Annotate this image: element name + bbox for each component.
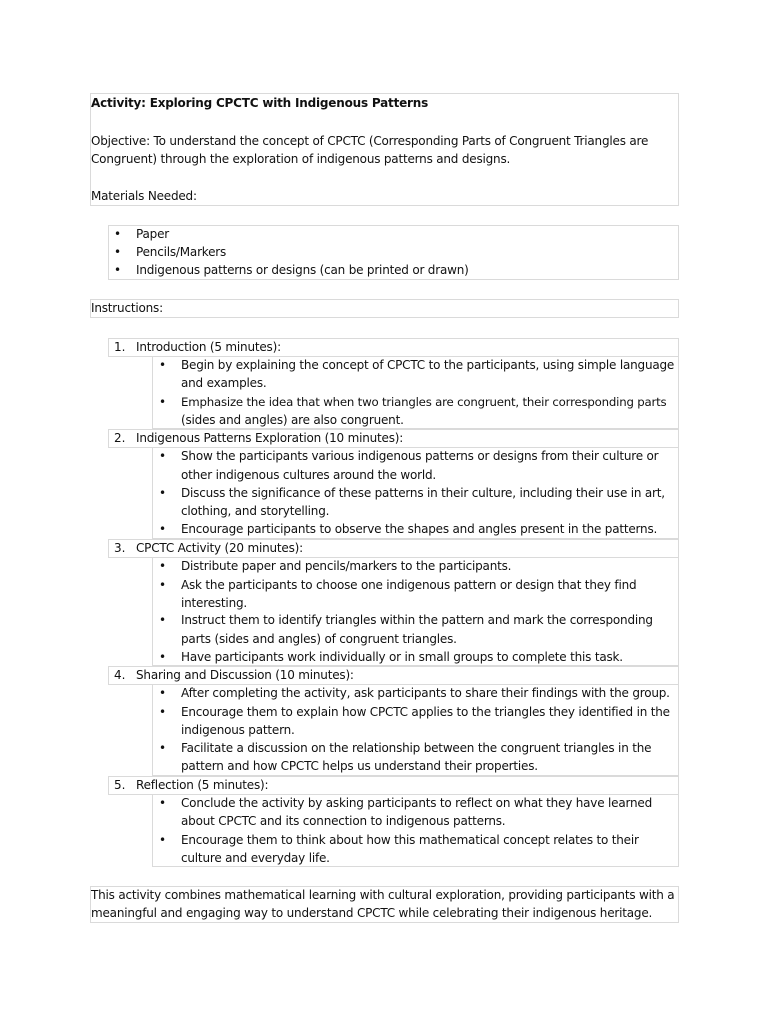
step-number: 2. <box>114 431 126 445</box>
bullet-icon: • <box>159 650 167 664</box>
bullet-icon: • <box>114 245 122 259</box>
bullet-icon: • <box>159 449 167 463</box>
objective-line-1: Objective: To understand the concept of CPCTC (Corresponding Parts of Congruent Triangles are <box>91 134 649 148</box>
step-bullet-line: After completing the activity, ask participants to share their findings with the group. <box>181 686 670 700</box>
step-bullet-line: Ask the participants to choose one indigenous pattern or design that they find <box>181 578 637 592</box>
step-bullet-line: and examples. <box>181 376 267 390</box>
step-bullet-line: interesting. <box>181 596 248 610</box>
step-bullet-line: Distribute paper and pencils/markers to the participants. <box>181 559 512 573</box>
step-number: 1. <box>114 340 126 354</box>
objective-line-2: Congruent) through the exploration of indigenous patterns and designs. <box>91 152 511 166</box>
bullet-icon: • <box>114 263 122 277</box>
step-number: 5. <box>114 778 126 792</box>
bullet-icon: • <box>159 395 167 409</box>
bullet-icon: • <box>159 578 167 592</box>
activity-title: Activity: Exploring CPCTC with Indigenous Patterns <box>91 96 429 110</box>
material-item: Paper <box>136 227 169 241</box>
step-bullet-line: (sides and angles) are also congruent. <box>181 413 404 427</box>
material-item: Indigenous patterns or designs (can be printed or drawn) <box>136 263 469 277</box>
closing-line-1: This activity combines mathematical learning with cultural exploration, providing participants with a <box>91 888 675 902</box>
step-bullet-line: Encourage participants to observe the shapes and angles present in the patterns. <box>181 522 658 536</box>
bullet-icon: • <box>159 613 167 627</box>
step-bullet-line: Encourage them to think about how this mathematical concept relates to their <box>181 833 639 847</box>
bullet-icon: • <box>159 741 167 755</box>
step-bullet-line: Conclude the activity by asking participants to reflect on what they have learned <box>181 796 653 810</box>
bullet-icon: • <box>114 227 122 241</box>
step-bullet-line: clothing, and storytelling. <box>181 504 330 518</box>
step-title: Reflection (5 minutes): <box>136 778 269 792</box>
bullet-icon: • <box>159 686 167 700</box>
step-bullet-line: pattern and how CPCTC helps us understand their properties. <box>181 759 538 773</box>
bullet-icon: • <box>159 559 167 573</box>
step-bullet-line: Instruct them to identify triangles within the pattern and mark the corresponding <box>181 613 653 627</box>
step-title: Sharing and Discussion (10 minutes): <box>136 668 354 682</box>
step-title: Indigenous Patterns Exploration (10 minutes): <box>136 431 404 445</box>
step-bullet-line: Have participants work individually or in small groups to complete this task. <box>181 650 623 664</box>
step-bullet-line: Encourage them to explain how CPCTC applies to the triangles they identified in the <box>181 705 670 719</box>
instructions-heading-block <box>90 299 679 318</box>
bullet-icon: • <box>159 522 167 536</box>
instructions-heading: Instructions: <box>91 301 163 315</box>
step-bullet-line: indigenous pattern. <box>181 723 295 737</box>
materials-heading: Materials Needed: <box>91 189 197 203</box>
step-bullet-line: about CPCTC and its connection to indigenous patterns. <box>181 814 506 828</box>
step-bullet-line: culture and everyday life. <box>181 851 330 865</box>
step-bullet-line: Begin by explaining the concept of CPCTC to the participants, using simple language <box>181 358 675 372</box>
step-bullet-line: parts (sides and angles) of congruent triangles. <box>181 632 457 646</box>
material-item: Pencils/Markers <box>136 245 227 259</box>
bullet-icon: • <box>159 486 167 500</box>
bullet-icon: • <box>159 358 167 372</box>
step-bullet-line: other indigenous cultures around the world. <box>181 468 437 482</box>
bullet-icon: • <box>159 796 167 810</box>
step-number: 4. <box>114 668 126 682</box>
bullet-icon: • <box>159 705 167 719</box>
bullet-icon: • <box>159 833 167 847</box>
step-title: CPCTC Activity (20 minutes): <box>136 541 303 555</box>
step-bullet-line: Discuss the significance of these patterns in their culture, including their use in art, <box>181 486 665 500</box>
step-bullet-line: Emphasize the idea that when two triangles are congruent, their corresponding parts <box>181 395 667 409</box>
closing-line-2: meaningful and engaging way to understand CPCTC while celebrating their indigenous heritage. <box>91 906 653 920</box>
step-title: Introduction (5 minutes): <box>136 340 281 354</box>
step-number: 3. <box>114 541 126 555</box>
step-bullet-line: Show the participants various indigenous patterns or designs from their culture or <box>181 449 659 463</box>
step-bullet-line: Facilitate a discussion on the relationship between the congruent triangles in the <box>181 741 652 755</box>
